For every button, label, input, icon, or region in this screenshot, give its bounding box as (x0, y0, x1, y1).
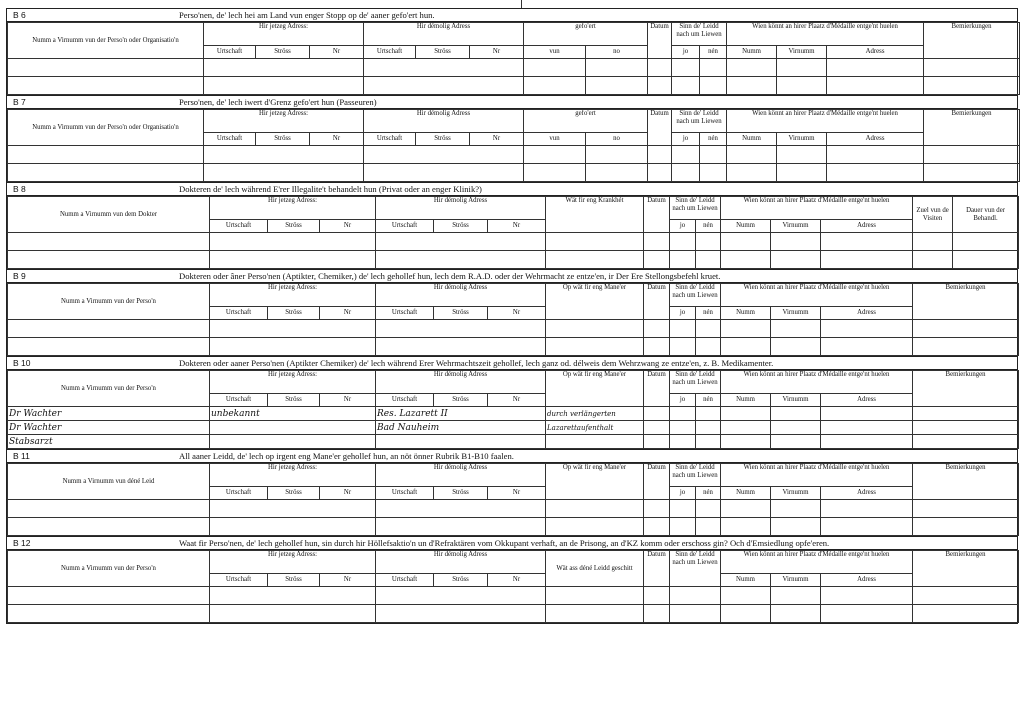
remarks-header: Bemierkungen (913, 371, 1019, 407)
how-header: Op wät fir eng Mane'er (546, 284, 644, 320)
remarks-header: Bemierkungen (913, 464, 1019, 500)
current-address-header: Hir jetzeg Adress: (204, 110, 364, 133)
section-title-bar (7, 183, 1017, 196)
medal-header: Wien könnt an hirer Plaatz d'Médaille entge'nt huelen (721, 371, 913, 394)
former-address-header: Hir démolig Adress (376, 551, 546, 574)
strass-header: Ströss (268, 574, 320, 587)
vun-header: vun (524, 46, 586, 59)
section-b6 (6, 8, 1018, 95)
medal-adress-header: Adress (821, 307, 913, 320)
table-row[interactable] (8, 233, 1019, 251)
table-row[interactable] (8, 164, 1020, 182)
table-row[interactable] (8, 59, 1020, 77)
section-code: B 11 (13, 451, 30, 461)
strass-header: Ströss (268, 220, 320, 233)
ortschaft-header: Urtschaft (204, 133, 256, 146)
datum-header: Datum (644, 284, 670, 320)
name-header: Numm a Virnumm vun der Perso'n oder Organisatio'n (8, 23, 204, 59)
jo-header: jo (670, 220, 696, 233)
strass-header: Ströss (268, 307, 320, 320)
datum-header: Datum (648, 110, 672, 146)
medal-numm-header: Numm (721, 307, 771, 320)
name-header: Numm a Virnumm vun der Perso'n (8, 551, 210, 587)
medal-numm-header: Numm (721, 220, 771, 233)
medal-adress-header: Adress (827, 46, 924, 59)
name-header: Numm a Virnumm vun der Perso'n oder Organisatio'n (8, 110, 204, 146)
name-header: Numm a Virnumm vun der Perso'n (8, 371, 210, 407)
strass-header: Ströss (256, 133, 310, 146)
table-row[interactable] (8, 435, 1019, 449)
name-header: Numm a Virnumm vun déné Leid (8, 464, 210, 500)
nr-header: Nr (310, 46, 364, 59)
nr-header: Nr (320, 574, 376, 587)
table-row[interactable] (8, 251, 1019, 269)
medal-numm-header: Numm (721, 394, 771, 407)
illness-header: Wät fir eng Krankhét (546, 197, 644, 233)
section-b11 (6, 449, 1018, 536)
ortschaft-header: Urtschaft (376, 574, 434, 587)
nr-header: Nr (488, 220, 546, 233)
section-heading: All aaner Leidd, de' lech op irgent eng Mane'er gehollef hun, an nöt önner Rubrik B1-B10 faalen. (179, 451, 514, 461)
medal-header: Wien könnt an hirer Plaatz d'Médaille entge'nt huelen (721, 464, 913, 487)
nen-header: nén (700, 46, 727, 59)
nr-header: Nr (320, 394, 376, 407)
table-row[interactable] (8, 518, 1019, 536)
medal-adress-header: Adress (827, 133, 924, 146)
medal-virnumm-header: Virnumm (771, 220, 821, 233)
gefort-header: gefo'ert (524, 110, 648, 133)
top-tick-mark (521, 0, 522, 8)
section-b12 (6, 536, 1018, 624)
section-heading: Dokteren de' lech während E'rer Illegalite't behandelt hun (Privat oder an enger Klinik?) (179, 184, 482, 194)
medal-adress-header: Adress (821, 394, 913, 407)
strass-header: Ströss (416, 46, 470, 59)
ortschaft-header: Urtschaft (204, 46, 256, 59)
section-title-bar (7, 96, 1017, 109)
nen-header: nén (696, 394, 721, 407)
handwritten-former-address-line1[interactable]: Res. Lazarett II (376, 407, 546, 421)
section-code: B 7 (13, 97, 26, 107)
gefort-header: gefo'ert (524, 23, 648, 46)
medal-virnumm-header: Virnumm (771, 307, 821, 320)
former-address-header: Hir démolig Adress (364, 23, 524, 46)
how-header: Op wät fir eng Mane'er (546, 371, 644, 407)
current-address-header: Hir jetzeg Adress: (210, 284, 376, 307)
strass-header: Ströss (434, 220, 488, 233)
section-heading: Perso'nen, de' lech iwert d'Grenz gefo'ert hun (Passeuren) (179, 97, 377, 107)
no-header: no (586, 46, 648, 59)
medal-numm-header: Numm (727, 133, 777, 146)
ortschaft-header: Urtschaft (376, 487, 434, 500)
strass-header: Ströss (434, 394, 488, 407)
current-address-header: Hir jetzeg Adress: (210, 371, 376, 394)
medal-virnumm-header: Virnumm (771, 487, 821, 500)
ortschaft-header: Urtschaft (376, 307, 434, 320)
handwritten-current-address[interactable]: unbekannt (210, 407, 376, 421)
table-row[interactable] (8, 320, 1019, 338)
datum-header: Datum (648, 23, 672, 59)
datum-header: Datum (644, 464, 670, 500)
strass-header: Ströss (268, 487, 320, 500)
nr-header: Nr (470, 46, 524, 59)
alive-header: Sinn de' Leidd nach um Liewen (670, 284, 721, 307)
former-address-header: Hir démolig Adress (376, 284, 546, 307)
strass-header: Ströss (268, 394, 320, 407)
medal-virnumm-header: Virnumm (771, 394, 821, 407)
ortschaft-header: Urtschaft (364, 46, 416, 59)
medal-header: Wien könnt an hirer Plaatz d'Médaille entge'nt huelen (721, 284, 913, 307)
handwritten-name-line1[interactable]: Dr Wachter (8, 407, 210, 421)
visits-header: Zuel vun de Visiten (913, 197, 953, 233)
medal-numm-header: Numm (721, 487, 771, 500)
section-code: B 8 (13, 184, 26, 194)
section-title-bar (7, 537, 1017, 550)
nr-header: Nr (488, 394, 546, 407)
what-happened-header: Wät ass déné Leidd geschitt (546, 551, 644, 587)
strass-header: Ströss (434, 574, 488, 587)
table-row[interactable] (8, 407, 1019, 421)
name-header: Numm a Virnumm vun dem Dokter (8, 197, 210, 233)
former-address-header: Hir démolig Adress (376, 464, 546, 487)
section-title-bar (7, 357, 1017, 370)
table-row[interactable] (8, 338, 1019, 356)
section-code: B 12 (13, 538, 31, 548)
section-heading: Perso'nen, de' lech hei am Land vun enger Stopp op de' aaner gefo'ert hun. (179, 10, 435, 20)
strass-header: Ströss (434, 487, 488, 500)
table-row[interactable] (8, 421, 1019, 435)
section-b10 (6, 356, 1018, 449)
section-heading: Dokteren oder aaner Perso'nen (Aptikter Chemiker) de' lech während Erer Wehrmachtszeit gehollef, lech ganz od. délweis dem Wehrzwang ze entze'en, z. B. Medikamenter. (179, 358, 774, 368)
former-address-header: Hir démolig Adress (364, 110, 524, 133)
table-row[interactable] (8, 500, 1019, 518)
ortschaft-header: Urtschaft (210, 487, 268, 500)
handwritten-name-line3[interactable]: Stabsarzt (8, 435, 210, 449)
vun-header: vun (524, 133, 586, 146)
ortschaft-header: Urtschaft (210, 307, 268, 320)
section-title-bar (7, 450, 1017, 463)
remarks-header: Bemierkungen (913, 551, 1019, 587)
jo-header: jo (670, 307, 696, 320)
current-address-header: Hir jetzeg Adress: (210, 197, 376, 220)
section-heading: Waat fir Perso'nen, de' lech gehollef hun, sin durch hir Höllefsaktio'n un d'Refraktären vom Okkupant verhaft, an de Prisong, an d'KZ komm oder erschoss gin? Och d'Emsiedlung opfe'eren. (179, 538, 830, 548)
section-b9 (6, 269, 1018, 356)
former-address-header: Hir démolig Adress (376, 197, 546, 220)
current-address-header: Hir jetzeg Adress: (210, 551, 376, 574)
jo-header: jo (672, 133, 700, 146)
section-code: B 9 (13, 271, 26, 281)
medal-virnumm-header: Virnumm (777, 133, 827, 146)
b6-table (7, 22, 1020, 95)
strass-header: Ströss (434, 307, 488, 320)
handwritten-how-line1[interactable]: durch verlängerten (546, 407, 644, 421)
table-row[interactable] (8, 605, 1019, 623)
jo-header: jo (670, 487, 696, 500)
medal-header: Wien könnt an hirer Plaatz d'Médaille entge'nt huelen (721, 197, 913, 220)
jo-header: jo (670, 394, 696, 407)
nr-header: Nr (310, 133, 364, 146)
alive-header: Sinn de' Leidd nach um Liewen (670, 464, 721, 487)
ortschaft-header: Urtschaft (376, 394, 434, 407)
alive-header: Sinn de' Leidd nach um Liewen (670, 551, 721, 587)
nr-header: Nr (320, 307, 376, 320)
section-title-bar (7, 9, 1017, 22)
medal-numm-header: Numm (727, 46, 777, 59)
medal-adress-header: Adress (821, 487, 913, 500)
nr-header: Nr (488, 307, 546, 320)
alive-header: Sinn de' Leidd nach um Liewen (670, 371, 721, 394)
ortschaft-header: Urtschaft (210, 574, 268, 587)
nr-header: Nr (470, 133, 524, 146)
nen-header: nén (696, 487, 721, 500)
nen-header: nén (700, 133, 727, 146)
nr-header: Nr (488, 487, 546, 500)
alive-header: Sinn de' Leidd nach um Liewen (670, 197, 721, 220)
ortschaft-header: Urtschaft (210, 220, 268, 233)
section-title-bar (7, 270, 1017, 283)
table-row[interactable] (8, 146, 1020, 164)
handwritten-how-line2[interactable]: Lazarettaufenthalt (546, 421, 644, 435)
section-heading: Dokteren oder âner Perso'nen (Aptikter, Chemiker,) de' lech gehollef hun, lech dem R.A.D. oder der Wehrmacht ze entze'en, ir Der Ere Stellongsbefehl kruet. (179, 271, 721, 281)
alive-header: Sinn de' Leidd nach um Liewen (672, 110, 727, 133)
how-header: Op wät fir eng Mane'er (546, 464, 644, 500)
ortschaft-header: Urtschaft (210, 394, 268, 407)
datum-header: Datum (644, 371, 670, 407)
nr-header: Nr (320, 487, 376, 500)
datum-header: Datum (644, 551, 670, 587)
table-row[interactable] (8, 77, 1020, 95)
medal-adress-header: Adress (821, 574, 913, 587)
name-header: Numm a Virnumm vun der Perso'n (8, 284, 210, 320)
medal-virnumm-header: Virnumm (771, 574, 821, 587)
alive-header: Sinn de' Leidd nach um Liewen (672, 23, 727, 46)
medal-numm-header: Numm (721, 574, 771, 587)
nr-header: Nr (488, 574, 546, 587)
section-code: B 10 (13, 358, 31, 368)
b12-table (7, 550, 1019, 623)
b9-table (7, 283, 1019, 356)
b8-table (7, 196, 1019, 269)
table-row[interactable] (8, 587, 1019, 605)
ortschaft-header: Urtschaft (376, 220, 434, 233)
section-b8 (6, 182, 1018, 269)
no-header: no (586, 133, 648, 146)
section-b7 (6, 95, 1018, 182)
current-address-header: Hir jetzeg Adress: (210, 464, 376, 487)
current-address-header: Hir jetzeg Adress: (204, 23, 364, 46)
treatment-header: Dauer vun der Behandl. (953, 197, 1019, 233)
medal-header: Wien könnt an hirer Plaatz d'Médaille entge'nt huelen (727, 23, 924, 46)
handwritten-name-line2[interactable]: Dr Wachter (8, 421, 210, 435)
former-address-header: Hir démolig Adress (376, 371, 546, 394)
medal-virnumm-header: Virnumm (777, 46, 827, 59)
nen-header: nén (696, 220, 721, 233)
strass-header: Ströss (416, 133, 470, 146)
b7-table (7, 109, 1020, 182)
remarks-header: Bemierkungen (913, 284, 1019, 320)
ortschaft-header: Urtschaft (364, 133, 416, 146)
b11-table (7, 463, 1019, 536)
medal-adress-header: Adress (821, 220, 913, 233)
handwritten-former-address-line2[interactable]: Bad Nauheim (376, 421, 546, 435)
remarks-header: Bemierkungen (924, 23, 1020, 59)
remarks-header: Bemierkungen (924, 110, 1020, 146)
form-sheet (6, 8, 1018, 624)
nen-header: nén (696, 307, 721, 320)
b10-table (7, 370, 1019, 449)
medal-header: Wien könnt an hirer Plaatz d'Médaille entge'nt huelen (721, 551, 913, 574)
section-code: B 6 (13, 10, 26, 20)
datum-header: Datum (644, 197, 670, 233)
medal-header: Wien könnt an hirer Plaatz d'Médaille entge'nt huelen (727, 110, 924, 133)
jo-header: jo (672, 46, 700, 59)
strass-header: Ströss (256, 46, 310, 59)
nr-header: Nr (320, 220, 376, 233)
